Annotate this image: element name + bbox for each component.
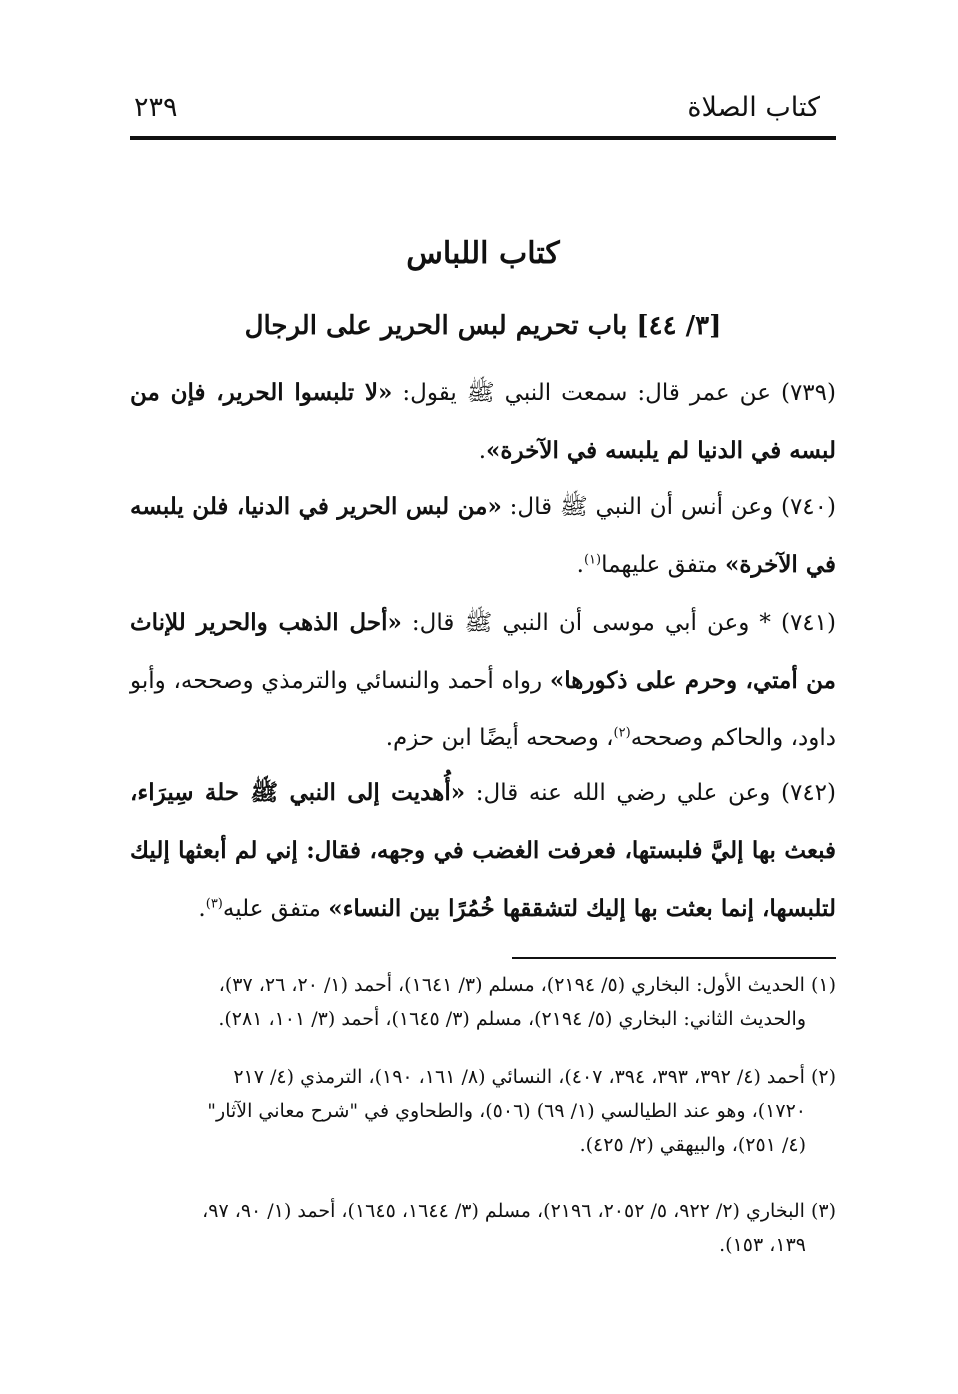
hadith-741 (130, 594, 836, 767)
footnote-line: (١) الحديث الأول: البخاري (٥/ ٢١٩٤)، مسلم (٣/ ١٦٤١)، أحمد (١/ ٢٠، ٢٦، ٣٧)، (218, 974, 836, 996)
footnote-2 (130, 1060, 836, 1162)
footnote-line: (٢) أحمد (٤/ ٣٩٢، ٣٩٣، ٣٩٤، ٤٠٧)، النسائي (٨/ ١٦١، ١٩٠)، الترمذي (٤/ ٢١٧ (233, 1066, 836, 1088)
footnote-1 (130, 968, 836, 1036)
footnote-ref: (٢) (613, 725, 631, 741)
footnote-line: (٤/ ٢٥١)، والبيهقي (٢/ ٤٢٥). (579, 1134, 806, 1156)
book-title: كتاب اللباس (406, 236, 560, 271)
hadith-742 (130, 764, 836, 938)
hadith-740 (130, 478, 836, 594)
hadith-quote: «أحل الذهب والحرير للإناث من أمتي، وحرم على ذكورها» (130, 609, 836, 694)
hadith-tail: متفق عليهما (601, 552, 718, 578)
hadith-end: ، وصححه أيضًا ابن حزم. (385, 725, 614, 751)
footnote-line: ١٧٢٠)، وهو عند الطيالسي (١/ ٦٩) (٥٠٦)، والطحاوي في "شرح معاني الآثار" (207, 1100, 806, 1122)
hadith-quote: «أُهديت إلى النبي ﷺ حلة سِيرَاء، فبعث بها إليَّ فلبستها، فعرفت الغضب في وجهه، فقال: إني لم أبعثها إليك لتلبسها، إنما بعثت بها إليك لتشققها خُمُرًا بين النساء» (130, 779, 836, 922)
hadith-quote: «لا تلبسوا الحرير، فإن من لبسه في الدنيا لم يلبسه في الآخرة» (130, 379, 836, 464)
hadith-739 (130, 364, 836, 480)
hadith-intro: وعن علي رضي الله عنه قال: (475, 780, 771, 806)
footnote-ref: (٣) (205, 896, 223, 912)
star-marker: * (759, 610, 771, 636)
footnote-line: (٣) البخاري (٢/ ٩٢٢، ٥/ ٢٠٥٢، ٢١٩٦)، مسلم (٣/ ١٦٤٤، ١٦٤٥)، أحمد (١/ ٩٠، ٩٧، (202, 1200, 836, 1222)
hadith-intro: عن عمر قال: سمعت النبي ﷺ يقول: (402, 380, 771, 406)
hadith-quote: «من لبس الحرير في الدنيا، فلن يلبسه في الآخرة» (130, 493, 836, 578)
hadith-end: . (576, 552, 584, 578)
hadith-number: (٧٤١) (780, 610, 836, 636)
hadith-number: (٧٣٩) (780, 380, 836, 406)
hadith-intro: وعن أنس أن النبي ﷺ قال: (509, 494, 774, 520)
hadith-tail: رواه أحمد والنسائي والترمذي وصححه، وأبو داود، والحاكم وصححه (130, 668, 836, 751)
footnote-3 (130, 1194, 836, 1262)
hadith-number: (٧٤٢) (780, 780, 837, 806)
hadith-number: (٧٤٠) (780, 494, 836, 520)
footnote-rule (512, 957, 836, 959)
footnote-ref: (١) (583, 552, 602, 568)
hadith-end: . (198, 896, 206, 922)
footnote-line: والحديث الثاني: البخاري (٥/ ٢١٩٤)، مسلم (٣/ ١٦٤٥)، أحمد (٣/ ١٠١، ٢٨١). (218, 1008, 806, 1030)
chapter-title: [٣/ ٤٤] باب تحريم لبس الحرير على الرجال (244, 311, 722, 341)
hadith-intro: وعن أبي موسى أن النبي ﷺ قال: (411, 610, 750, 636)
hadith-tail: . (478, 438, 487, 464)
hadith-tail: متفق عليه (222, 896, 321, 922)
header-rule (130, 136, 836, 140)
footnote-line: ١٣٩، ١٥٣). (719, 1234, 806, 1256)
running-title: كتاب الصلاة (687, 92, 820, 123)
page-number: ٢٣٩ (134, 92, 178, 123)
